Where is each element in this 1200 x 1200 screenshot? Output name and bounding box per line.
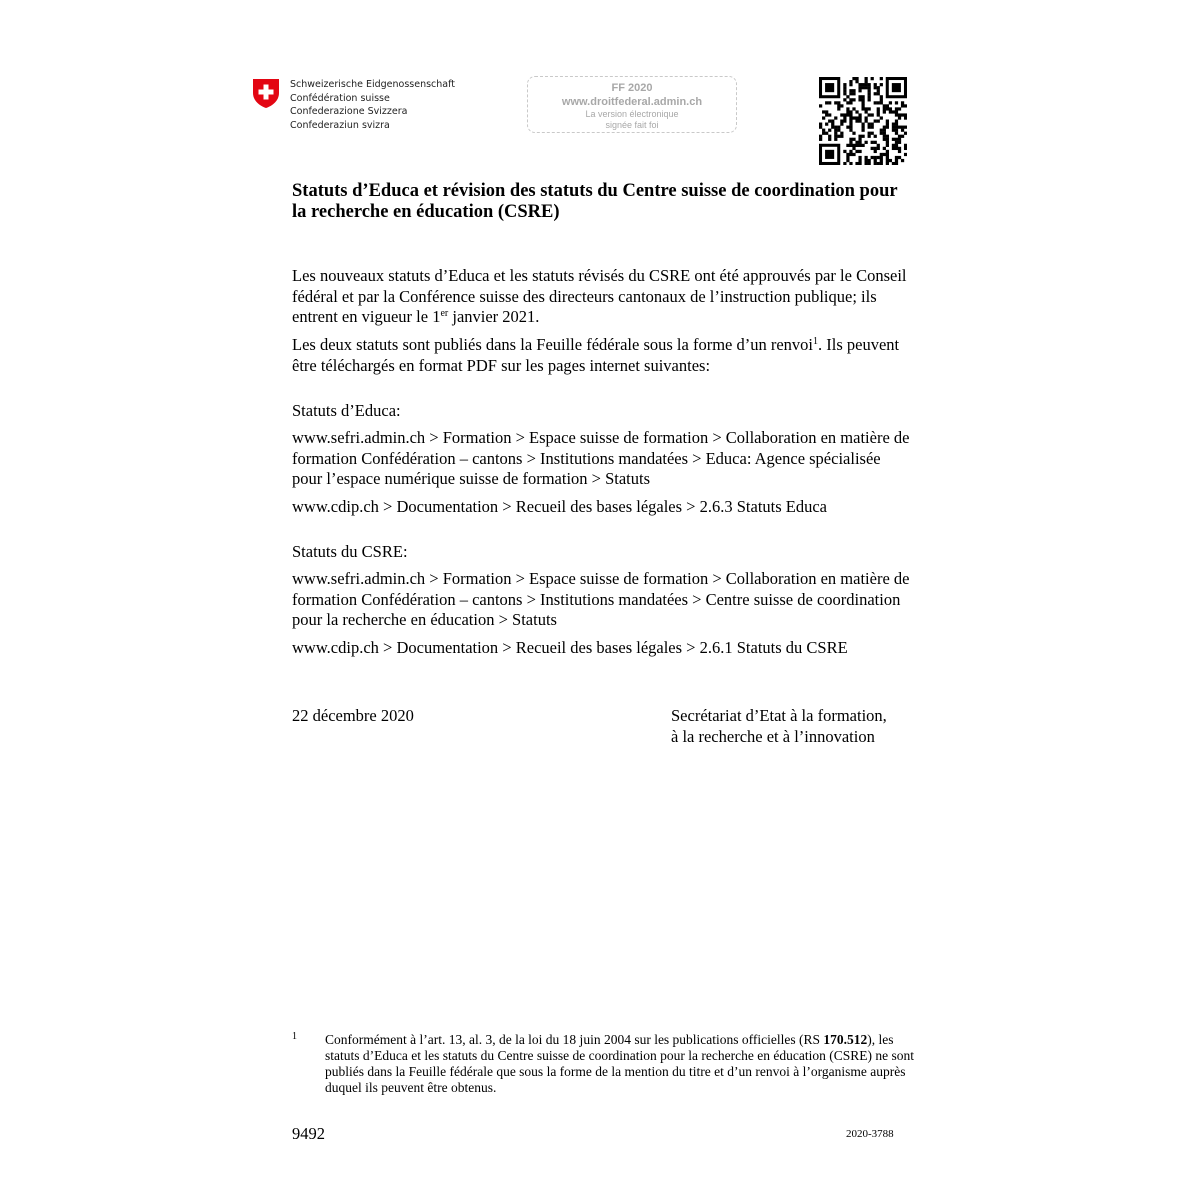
stamp-note-1: La version électronique: [585, 109, 679, 119]
csre-sefri-path[interactable]: www.sefri.admin.ch > Formation > Espace suisse de formation > Collaboration en matière de formation Confédération – cantons > Institutions mandatées > Centre suisse de coordination pour la recherche en éducation > Statuts: [292, 569, 910, 629]
confederation-line: Confederaziun svizra: [290, 119, 390, 131]
document-title: Statuts d’Educa et révision des statuts du Centre suisse de coordination pour la recherche en éducation (CSRE): [292, 181, 898, 222]
document-date: 22 décembre 2020: [292, 706, 414, 725]
signature-block: [671, 706, 887, 747]
csre-cdip-path[interactable]: www.cdip.ch > Documentation > Recueil des bases légales > 2.6.1 Statuts du CSRE: [292, 638, 848, 657]
footnote-text: Conformément à l’art. 13, al. 3, de la loi du 18 juin 2004 sur les publications officielles (RS 170.512), les statuts d’Educa et les statuts du Centre suisse de coordination pour la recherche en éducation (CSRE) ne sont publiés dans la Feuille fédérale que sous la forme de la mention du titre et d’un renvoi à l’organisme auprès duquel ils peuvent être obtenus.: [325, 1032, 914, 1095]
document-number: 2020-3788: [846, 1128, 894, 1140]
educa-label: Statuts d’Educa:: [292, 401, 401, 420]
footnote-reference[interactable]: 1: [813, 336, 818, 347]
stamp-url: www.droitfederal.admin.ch: [561, 96, 703, 108]
educa-cdip-path[interactable]: www.cdip.ch > Documentation > Recueil des bases légales > 2.6.3 Statuts Educa: [292, 497, 828, 516]
official-version-stamp: [527, 76, 737, 133]
signature-line: à la recherche et à l’innovation: [671, 726, 875, 746]
stamp-note-2: signée fait foi: [605, 120, 659, 130]
footnote-mark: 1: [292, 1031, 297, 1042]
stamp-ff-year: FF 2020: [611, 82, 653, 94]
educa-sefri-path[interactable]: www.sefri.admin.ch > Formation > Espace suisse de formation > Collaboration en matière de formation Confédération – cantons > Institutions mandatées > Educa: Agence spécialisée pour l’espace numérique suisse de formation > Statuts: [292, 428, 910, 488]
csre-label: Statuts du CSRE:: [292, 542, 408, 561]
confederation-line: Confederazione Svizzera: [290, 106, 408, 117]
qr-code-icon: [819, 77, 907, 165]
confederation-line: Schweizerische Eidgenossenschaft: [290, 79, 456, 90]
page-number: 9492: [292, 1124, 325, 1143]
paragraph-approval: Les nouveaux statuts d’Educa et les statuts révisés du CSRE ont été approuvés par le Conseil fédéral et par la Conférence suisse des directeurs cantonaux de l’instruction publique; ils entrent en vigueur le 1er janvier 2021.: [292, 266, 907, 326]
confederation-names: [290, 78, 455, 132]
signature-line: Secrétariat d’Etat à la formation,: [671, 706, 887, 725]
confederation-line: Confédération suisse: [290, 92, 390, 104]
paragraph-publication: Les deux statuts sont publiés dans la Feuille fédérale sous la forme d’un renvoi$^1$. Ils peuvent être téléchargés en format PDF sur les pages internet suivantes:: [292, 335, 900, 375]
swiss-crest-icon: [252, 78, 280, 109]
